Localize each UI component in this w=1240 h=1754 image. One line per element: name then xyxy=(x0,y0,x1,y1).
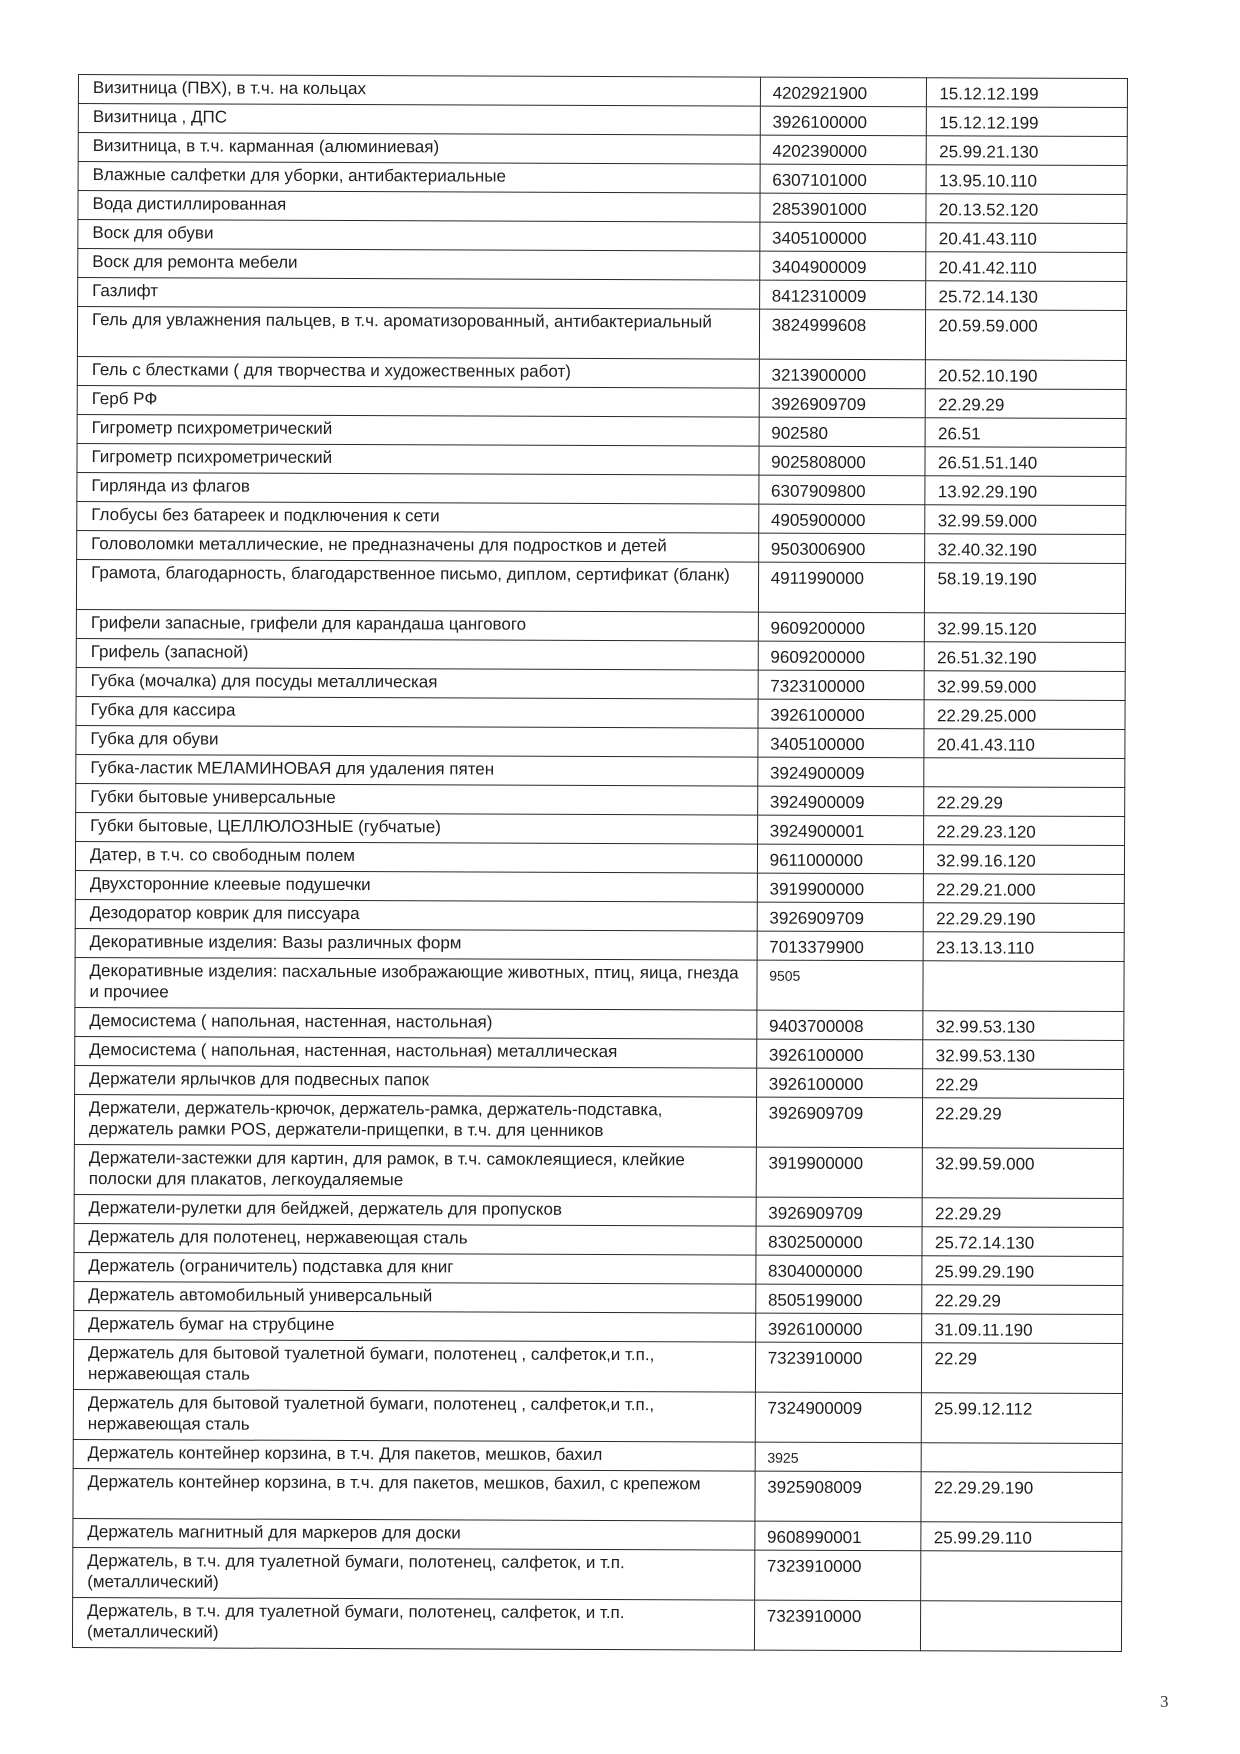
goods-table xyxy=(72,74,1128,1652)
table-row xyxy=(75,841,1124,874)
okpd2-code-cell: 20.41.43.110 xyxy=(924,729,1125,759)
tnved-code-cell: 4911990000 xyxy=(758,562,925,613)
table-row xyxy=(77,443,1126,476)
item-name-cell: Гель для увлажнения пальцев, в т.ч. ароматизорованный, антибактериальный xyxy=(77,307,759,360)
table-row xyxy=(76,725,1125,758)
table-row xyxy=(74,1281,1123,1314)
okpd2-code-cell: 15.12.12.199 xyxy=(927,78,1128,108)
table-row xyxy=(76,696,1125,729)
table-row xyxy=(77,530,1126,563)
item-name-cell: Грамота, благодарность, благодарственное письмо, диплом, сертификат (бланк) xyxy=(76,559,758,612)
tnved-code-cell: 4202390000 xyxy=(760,135,927,165)
tnved-code-cell: 9503006900 xyxy=(758,533,925,563)
tnved-code-cell: 3926100000 xyxy=(760,106,927,136)
item-name-cell: Гигрометр психрометрический xyxy=(77,443,759,475)
item-name-cell: Губка-ластик МЕЛАМИНОВАЯ для удаления пятен xyxy=(76,754,758,786)
okpd2-code-cell: 25.72.14.130 xyxy=(926,281,1127,311)
table-row xyxy=(73,1468,1122,1522)
tnved-code-cell: 8505199000 xyxy=(755,1284,922,1314)
tnved-code-cell: 3926100000 xyxy=(758,699,925,729)
okpd2-code-cell: 32.99.59.000 xyxy=(923,1148,1124,1199)
okpd2-code-cell: 22.29.29 xyxy=(926,389,1127,419)
okpd2-code-cell: 32.40.32.190 xyxy=(925,534,1126,564)
okpd2-code-cell: 20.41.43.110 xyxy=(926,223,1127,253)
item-name-cell: Глобусы без батареек и подключения к сети xyxy=(77,501,759,533)
okpd2-code-cell: 32.99.53.130 xyxy=(923,1011,1124,1041)
item-name-cell: Держатели ярлычков для подвесных папок xyxy=(75,1065,757,1097)
tnved-code-cell: 4202921900 xyxy=(760,77,927,107)
table-row xyxy=(78,278,1127,311)
okpd2-code-cell: 15.12.12.199 xyxy=(927,107,1128,137)
okpd2-code-cell xyxy=(921,1601,1122,1652)
table-row xyxy=(73,1389,1122,1443)
item-name-cell: Визитница (ПВХ), в т.ч. на кольцах xyxy=(78,75,760,107)
okpd2-code-cell: 26.51.32.190 xyxy=(925,642,1126,672)
okpd2-code-cell: 20.13.52.120 xyxy=(926,194,1127,224)
okpd2-code-cell: 22.29.29 xyxy=(922,1285,1123,1315)
tnved-code-cell: 9608990001 xyxy=(755,1521,922,1551)
okpd2-code-cell: 20.52.10.190 xyxy=(926,360,1127,390)
okpd2-code-cell: 20.59.59.000 xyxy=(926,310,1127,361)
okpd2-code-cell: 22.29.29 xyxy=(924,787,1125,817)
tnved-code-cell: 7323100000 xyxy=(758,670,925,700)
table-row xyxy=(76,783,1125,816)
tnved-code-cell: 8412310009 xyxy=(759,280,926,310)
table-row xyxy=(76,638,1125,671)
table-row xyxy=(74,1252,1123,1285)
table-row xyxy=(77,414,1126,447)
okpd2-code-cell: 31.09.11.190 xyxy=(922,1314,1123,1344)
tnved-code-cell: 3925 xyxy=(755,1442,922,1472)
table-row xyxy=(73,1439,1122,1472)
tnved-code-cell: 3924900009 xyxy=(757,757,924,787)
item-name-cell: Держатель автомобильный универсальный xyxy=(74,1281,756,1313)
item-name-cell: Газлифт xyxy=(78,278,760,310)
okpd2-code-cell: 22.29.29.190 xyxy=(921,1472,1122,1523)
table-row xyxy=(77,472,1126,505)
okpd2-code-cell: 26.51 xyxy=(925,418,1126,448)
okpd2-code-cell: 25.72.14.130 xyxy=(922,1227,1123,1257)
item-name-cell: Дезодоратор коврик для писсуара xyxy=(75,899,757,931)
item-name-cell: Воск для обуви xyxy=(78,220,760,252)
table-row xyxy=(76,812,1125,845)
okpd2-code-cell: 22.29.29 xyxy=(923,1098,1124,1149)
tnved-code-cell: 3926100000 xyxy=(756,1068,923,1098)
okpd2-code-cell: 25.99.12.112 xyxy=(922,1393,1123,1444)
item-name-cell: Декоративные изделия: пасхальные изображающие животных, птиц, яица, гнезда и прочиее xyxy=(75,957,757,1010)
okpd2-code-cell: 22.29.29.190 xyxy=(924,903,1125,933)
item-name-cell: Датер, в т.ч. со свободным полем xyxy=(75,841,757,873)
okpd2-code-cell: 32.99.59.000 xyxy=(925,505,1126,535)
item-name-cell: Держатель контейнер корзина, в т.ч. Для пакетов, мешков, бахил xyxy=(73,1439,755,1471)
okpd2-code-cell: 32.99.59.000 xyxy=(925,671,1126,701)
item-name-cell: Держатель для полотенец, нержавеющая сталь xyxy=(74,1223,756,1255)
tnved-code-cell: 7324900009 xyxy=(755,1392,922,1443)
tnved-code-cell: 6307101000 xyxy=(760,164,927,194)
okpd2-code-cell: 23.13.13.110 xyxy=(924,932,1125,962)
okpd2-code-cell xyxy=(923,961,1124,1012)
tnved-code-cell: 3404900009 xyxy=(759,251,926,281)
okpd2-code-cell: 25.99.29.110 xyxy=(921,1522,1122,1552)
tnved-code-cell: 3919900000 xyxy=(756,1147,923,1198)
okpd2-code-cell: 22.29.29 xyxy=(923,1198,1124,1228)
item-name-cell: Держатель бумаг на струбцине xyxy=(74,1310,756,1342)
table-row xyxy=(74,1310,1123,1343)
item-name-cell: Держатели, держатель-крючок, держатель-рамка, держатель-подставка, держатель рамки POS, держатели-прищепки, в т.ч. для ценников xyxy=(74,1094,756,1147)
table-row xyxy=(72,1597,1121,1651)
table-row xyxy=(74,1144,1123,1198)
tnved-code-cell: 9609200000 xyxy=(758,612,925,642)
okpd2-code-cell xyxy=(922,1443,1123,1473)
table-row xyxy=(78,162,1127,195)
tnved-code-cell: 8302500000 xyxy=(756,1226,923,1256)
tnved-code-cell: 3924900009 xyxy=(757,786,924,816)
table-row xyxy=(75,957,1124,1011)
okpd2-code-cell: 32.99.53.130 xyxy=(923,1040,1124,1070)
table-row xyxy=(75,870,1124,903)
item-name-cell: Держатели-рулетки для бейджей, держатель для пропусков xyxy=(74,1194,756,1226)
item-name-cell: Гигрометр психрометрический xyxy=(77,414,759,446)
tnved-code-cell: 3926909709 xyxy=(757,902,924,932)
tnved-code-cell: 9611000000 xyxy=(757,844,924,874)
table-row xyxy=(75,899,1124,932)
okpd2-code-cell xyxy=(924,758,1125,788)
table-row xyxy=(74,1223,1123,1256)
okpd2-code-cell: 13.92.29.190 xyxy=(925,476,1126,506)
item-name-cell: Головоломки металлические, не предназначены для подростков и детей xyxy=(77,530,759,562)
tnved-code-cell: 3213900000 xyxy=(759,359,926,389)
tnved-code-cell: 7323910000 xyxy=(754,1550,921,1601)
table-row xyxy=(78,104,1127,137)
tnved-code-cell: 7013379900 xyxy=(757,931,924,961)
item-name-cell: Губки бытовые, ЦЕЛЛЮЛОЗНЫЕ (губчатые) xyxy=(76,812,758,844)
item-name-cell: Влажные салфетки для уборки, антибактериальные xyxy=(78,162,760,194)
table-row xyxy=(74,1194,1123,1227)
goods-table-body xyxy=(72,75,1127,1652)
item-name-cell: Грифели запасные, грифели для карандаша цангового xyxy=(76,609,758,641)
table-row xyxy=(73,1518,1122,1551)
tnved-code-cell: 3405100000 xyxy=(759,222,926,252)
okpd2-code-cell: 22.29.25.000 xyxy=(924,700,1125,730)
item-name-cell: Гирлянда из флагов xyxy=(77,472,759,504)
item-name-cell: Герб РФ xyxy=(77,385,759,417)
tnved-code-cell: 3925908009 xyxy=(755,1471,922,1522)
tnved-code-cell: 7323910000 xyxy=(754,1600,921,1651)
table-row xyxy=(78,75,1127,108)
item-name-cell: Грифель (запасной) xyxy=(76,638,758,670)
tnved-code-cell: 3924900001 xyxy=(757,815,924,845)
item-name-cell: Визитница, в т.ч. карманная (алюминиевая) xyxy=(78,133,760,165)
okpd2-code-cell: 32.99.16.120 xyxy=(924,845,1125,875)
tnved-code-cell: 902580 xyxy=(759,417,926,447)
okpd2-code-cell: 58.19.19.190 xyxy=(925,563,1126,614)
tnved-code-cell: 7323910000 xyxy=(755,1342,922,1393)
item-name-cell: Держатель для бытовой туалетной бумаги, полотенец , салфеток,и т.п., нержавеющая сталь xyxy=(73,1389,755,1442)
table-row xyxy=(77,307,1126,361)
tnved-code-cell: 3926909709 xyxy=(756,1197,923,1227)
table-row xyxy=(73,1547,1122,1601)
table-row xyxy=(76,559,1125,613)
tnved-code-cell: 9025808000 xyxy=(759,446,926,476)
tnved-code-cell: 9403700008 xyxy=(756,1010,923,1040)
table-row xyxy=(78,191,1127,224)
item-name-cell: Демосистема ( напольная, настенная, настольная) xyxy=(75,1007,757,1039)
table-row xyxy=(75,1065,1124,1098)
tnved-code-cell: 3926909709 xyxy=(759,388,926,418)
item-name-cell: Губки бытовые универсальные xyxy=(76,783,758,815)
item-name-cell: Вода дистиллированная xyxy=(78,191,760,223)
page-number: 3 xyxy=(1160,1692,1169,1711)
item-name-cell: Воск для ремонта мебели xyxy=(78,249,760,281)
tnved-code-cell: 4905900000 xyxy=(758,504,925,534)
item-name-cell: Держатели-застежки для картин, для рамок, в т.ч. самоклеящиеся, клейкие полоски для плакатов, легкоудаляемые xyxy=(74,1144,756,1197)
item-name-cell: Держатель (ограничитель) подставка для книг xyxy=(74,1252,756,1284)
okpd2-code-cell: 25.99.21.130 xyxy=(927,136,1128,166)
item-name-cell: Губка для кассира xyxy=(76,696,758,728)
item-name-cell: Демосистема ( напольная, настенная, настольная) металлическая xyxy=(75,1036,757,1068)
item-name-cell: Гель с блестками ( для творчества и художественных работ) xyxy=(77,356,759,388)
tnved-code-cell: 3919900000 xyxy=(757,873,924,903)
table-row xyxy=(78,249,1127,282)
table-row xyxy=(78,220,1127,253)
table-row xyxy=(77,385,1126,418)
table-row xyxy=(76,667,1125,700)
tnved-code-cell: 3824999608 xyxy=(759,309,926,360)
okpd2-code-cell: 20.41.42.110 xyxy=(926,252,1127,282)
tnved-code-cell: 8304000000 xyxy=(756,1255,923,1285)
item-name-cell: Декоративные изделия: Вазы различных форм xyxy=(75,928,757,960)
item-name-cell: Держатель, в т.ч. для туалетной бумаги, полотенец, салфеток, и т.п. (металлический) xyxy=(72,1597,754,1650)
okpd2-code-cell: 32.99.15.120 xyxy=(925,613,1126,643)
item-name-cell: Губка для обуви xyxy=(76,725,758,757)
tnved-code-cell: 3926909709 xyxy=(756,1097,923,1148)
tnved-code-cell: 9609200000 xyxy=(758,641,925,671)
table-row xyxy=(77,356,1126,389)
table-row xyxy=(74,1094,1123,1148)
table-row xyxy=(75,1007,1124,1040)
tnved-code-cell: 6307909800 xyxy=(759,475,926,505)
item-name-cell: Двухсторонние клеевые подушечки xyxy=(75,870,757,902)
item-name-cell: Визитница , ДПС xyxy=(78,104,760,136)
item-name-cell: Держатель магнитный для маркеров для доски xyxy=(73,1518,755,1550)
item-name-cell: Держатель для бытовой туалетной бумаги, полотенец , салфеток,и т.п., нержавеющая сталь xyxy=(73,1339,755,1392)
tnved-code-cell: 3926100000 xyxy=(756,1039,923,1069)
table-row xyxy=(76,609,1125,642)
item-name-cell: Держатель контейнер корзина, в т.ч. для пакетов, мешков, бахил, с крепежом xyxy=(73,1468,755,1521)
table-row xyxy=(78,133,1127,166)
table-row xyxy=(75,928,1124,961)
okpd2-code-cell xyxy=(921,1551,1122,1602)
okpd2-code-cell: 13.95.10.110 xyxy=(926,165,1127,195)
table-row xyxy=(75,1036,1124,1069)
tnved-code-cell: 3405100000 xyxy=(758,728,925,758)
item-name-cell: Держатель, в т.ч. для туалетной бумаги, полотенец, салфеток, и т.п. (металлический) xyxy=(73,1547,755,1600)
table-row xyxy=(73,1339,1122,1393)
okpd2-code-cell: 22.29 xyxy=(922,1343,1123,1394)
table-row xyxy=(77,501,1126,534)
okpd2-code-cell: 22.29.21.000 xyxy=(924,874,1125,904)
okpd2-code-cell: 22.29 xyxy=(923,1069,1124,1099)
tnved-code-cell: 3926100000 xyxy=(755,1313,922,1343)
tnved-code-cell: 9505 xyxy=(757,960,924,1011)
table-row xyxy=(76,754,1125,787)
okpd2-code-cell: 25.99.29.190 xyxy=(922,1256,1123,1286)
okpd2-code-cell: 22.29.23.120 xyxy=(924,816,1125,846)
item-name-cell: Губка (мочалка) для посуды металлическая xyxy=(76,667,758,699)
tnved-code-cell: 2853901000 xyxy=(760,193,927,223)
okpd2-code-cell: 26.51.51.140 xyxy=(925,447,1126,477)
